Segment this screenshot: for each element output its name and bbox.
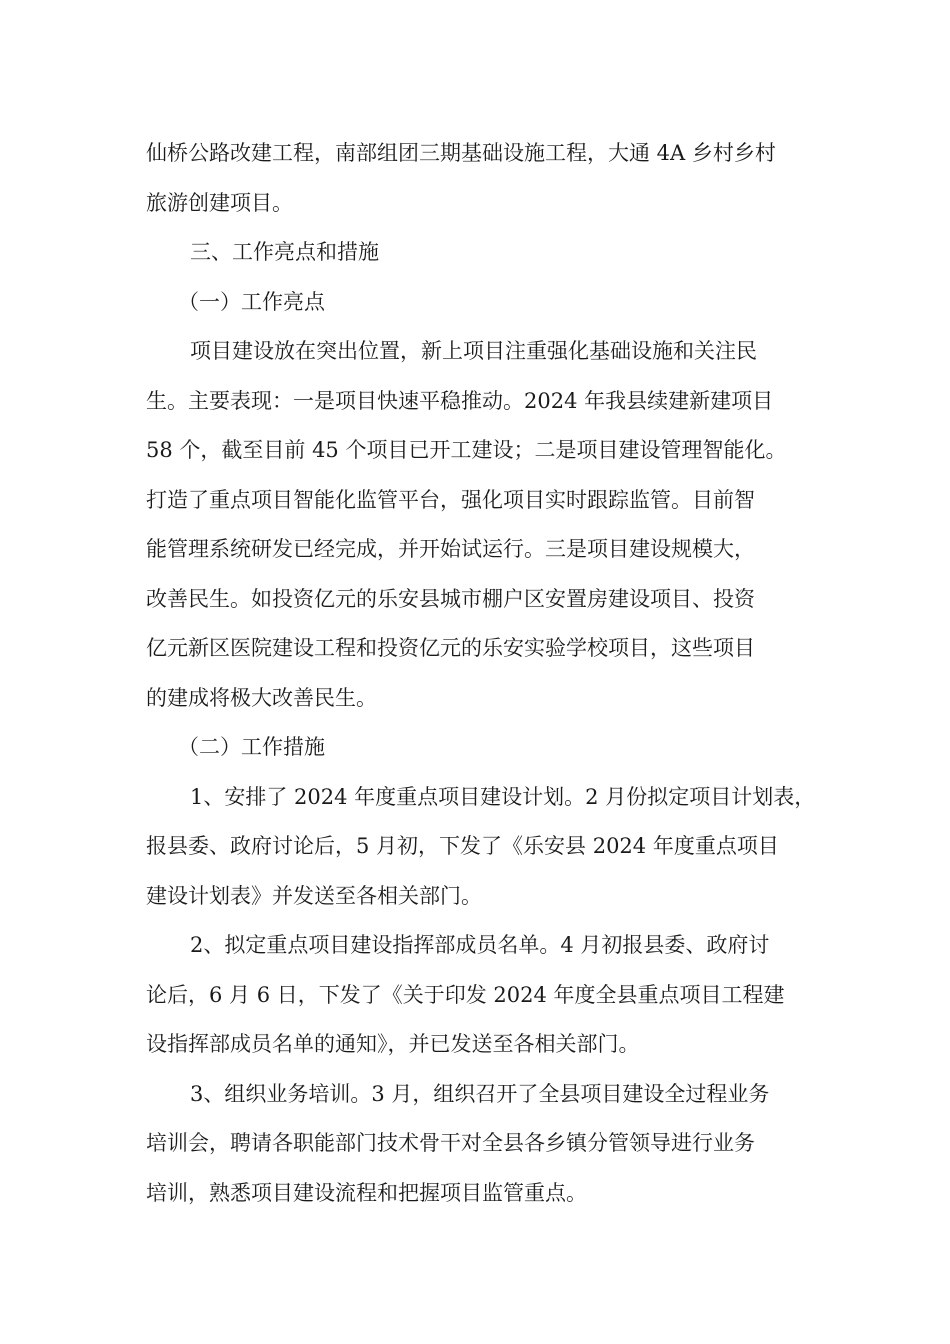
text-line: 设指挥部成员名单的通知》，并已发送至各相关部门。 (146, 1032, 640, 1056)
text-line: 能管理系统研发已经完成，并开始试运行。三是项目建设规模大， (146, 537, 755, 561)
text-line: 的建成将极大改善民生。 (146, 685, 377, 710)
subheading-2 (146, 723, 816, 773)
text-line: 报县委、政府讨论后，5 月初，下发了《乐安县 2024 年度重点项目 (146, 834, 779, 858)
text-line: 培训会，聘请各职能部门技术骨干对全县各乡镇分管领导进行业务 (146, 1131, 755, 1155)
text-line: 建设计划表》并发送至各相关部门。 (146, 883, 482, 908)
subheading-1 (146, 278, 816, 328)
text-line: 打造了重点项目智能化监管平台，强化项目实时跟踪监管。目前智 (146, 487, 755, 512)
text-line: 仙桥公路改建工程，南部组团三期基础设施工程，大通 4A 乡村乡村 (146, 141, 776, 165)
text-line: 1、安排了 2024 年度重点项目建设计划。2 月份拟定项目计划表， (190, 784, 816, 809)
para-highlights (146, 327, 816, 723)
text-line: 三、工作亮点和措施 (190, 240, 379, 264)
text-line: 改善民生。如投资亿元的乐安县城市棚户区安置房建设项目、投资 (146, 586, 755, 611)
text-line: （二）工作措施 (178, 735, 325, 759)
text-line: 亿元新区医院建设工程和投资亿元的乐安实验学校项目，这些项目 (146, 636, 755, 660)
text-line: 58 个，截至目前 45 个项目已开工建设；二是项目建设管理智能化。 (146, 438, 787, 462)
text-line: 生。主要表现：一是项目快速平稳推动。2024 年我县续建新建项目 (146, 388, 774, 413)
text-line: 3、组织业务培训。3 月，组织召开了全县项目建设全过程业务 (190, 1081, 770, 1106)
para-measure-2 (146, 921, 816, 1070)
para-measure-3 (146, 1070, 816, 1219)
heading-3 (146, 228, 816, 278)
document-body (146, 129, 816, 1218)
text-line: 培训，熟悉项目建设流程和把握项目监管重点。 (146, 1180, 587, 1205)
para-continuation (146, 129, 816, 228)
text-line: 2、拟定重点项目建设指挥部成员名单。4 月初报县委、政府讨 (190, 933, 770, 957)
text-line: 项目建设放在突出位置，新上项目注重强化基础设施和关注民 (190, 339, 757, 363)
text-line: 旅游创建项目。 (146, 190, 293, 215)
para-measure-1 (146, 773, 816, 922)
text-line: 论后，6 月 6 日，下发了《关于印发 2024 年度全县重点项目工程建 (146, 982, 785, 1007)
text-line: （一）工作亮点 (178, 289, 325, 314)
